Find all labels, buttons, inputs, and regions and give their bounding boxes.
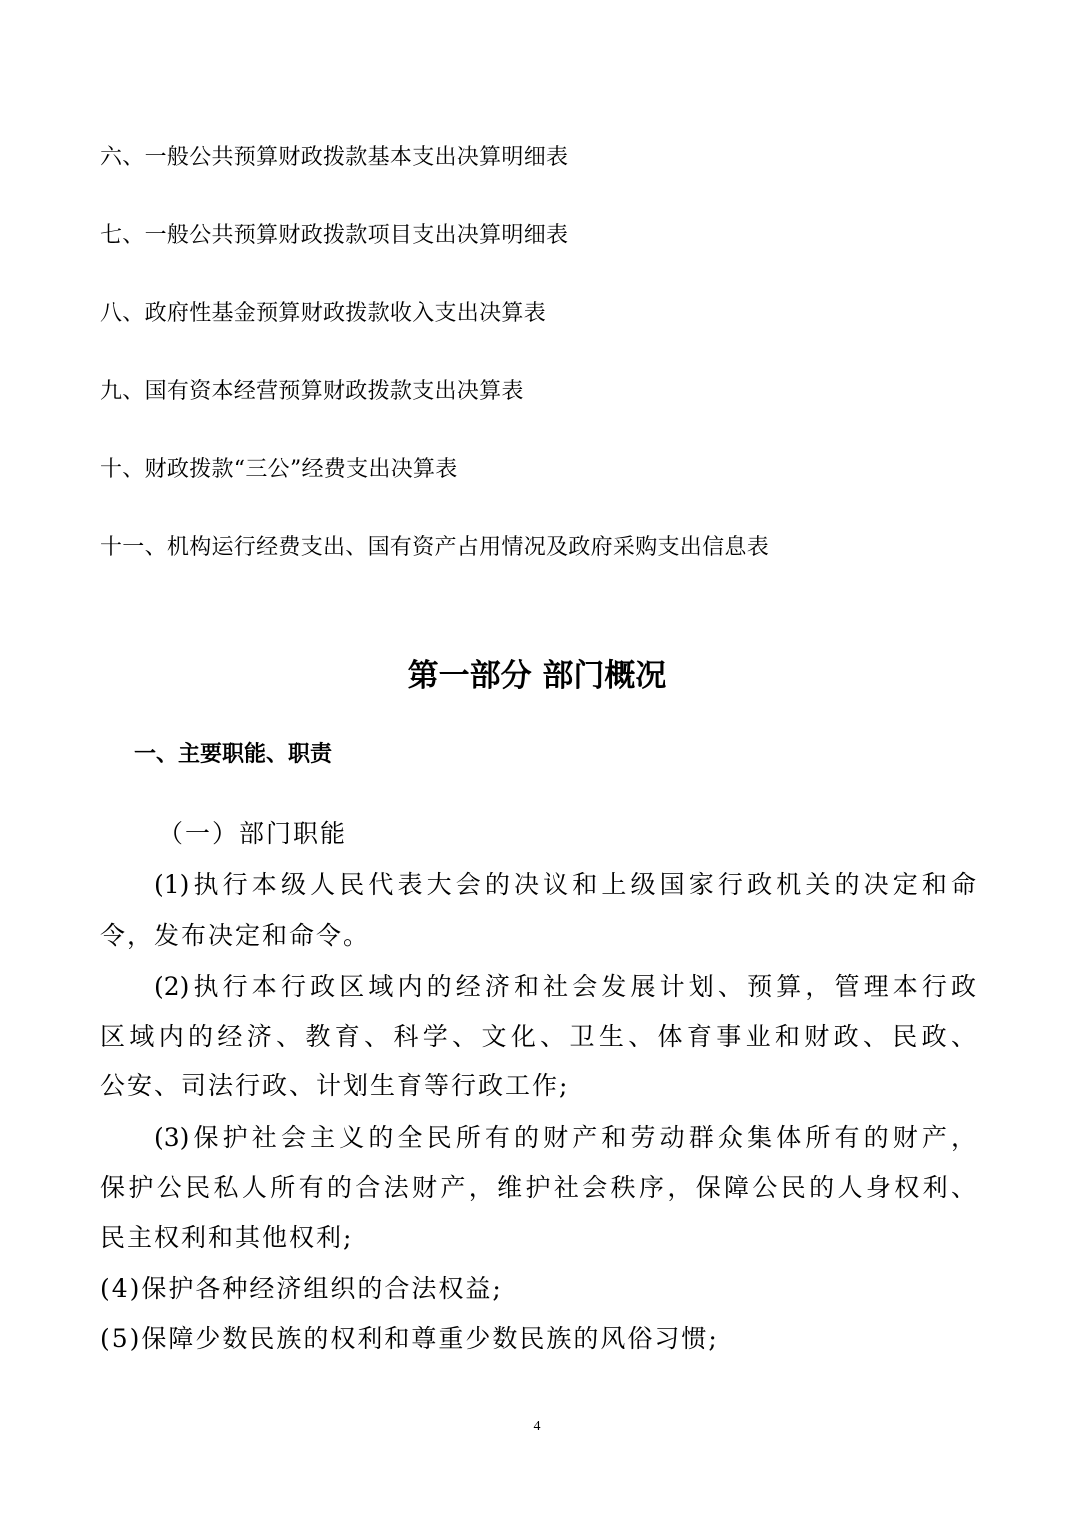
paragraph-line: (5)保障少数民族的权利和尊重少数民族的风俗习惯; — [100, 1324, 719, 1353]
paragraph-line: (1)执行本级人民代表大会的决议和上级国家行政机关的决定和命 — [154, 870, 976, 899]
toc-item-6: 六、一般公共预算财政拨款基本支出决算明细表 — [100, 145, 569, 170]
paragraph-line: 民主权利和其他权利; — [100, 1223, 354, 1252]
toc-item-8: 八、政府性基金预算财政拨款收入支出决算表 — [100, 301, 547, 326]
paragraph-line: (3)保护社会主义的全民所有的财产和劳动群众集体所有的财产， — [154, 1123, 976, 1152]
toc-item-7: 七、一般公共预算财政拨款项目支出决算明细表 — [100, 223, 569, 248]
paragraph-line: 保护公民私人所有的合法财产，维护社会秩序，保障公民的人身权利、 — [100, 1173, 976, 1202]
paragraph-line: (2)执行本行政区域内的经济和社会发展计划、预算，管理本行政 — [154, 972, 976, 1001]
subsection-heading: （一）部门职能 — [158, 819, 348, 848]
paragraph-line: 令，发布决定和命令。 — [100, 921, 371, 950]
page-number: 4 — [533, 1419, 541, 1434]
paragraph-line: 公安、司法行政、计划生育等行政工作; — [100, 1071, 570, 1100]
part-title: 第一部分 部门概况 — [407, 658, 667, 694]
section-heading: 一、主要职能、职责 — [134, 742, 333, 767]
toc-item-9: 九、国有资本经营预算财政拨款支出决算表 — [100, 379, 524, 404]
paragraph-line: 区域内的经济、教育、科学、文化、卫生、体育事业和财政、民政、 — [100, 1022, 976, 1051]
toc-item-11: 十一、机构运行经费支出、国有资产占用情况及政府采购支出信息表 — [100, 535, 770, 560]
toc-item-10: 十、财政拨款“三公”经费支出决算表 — [100, 457, 458, 482]
paragraph-line: (4)保护各种经济组织的合法权益; — [100, 1274, 503, 1303]
